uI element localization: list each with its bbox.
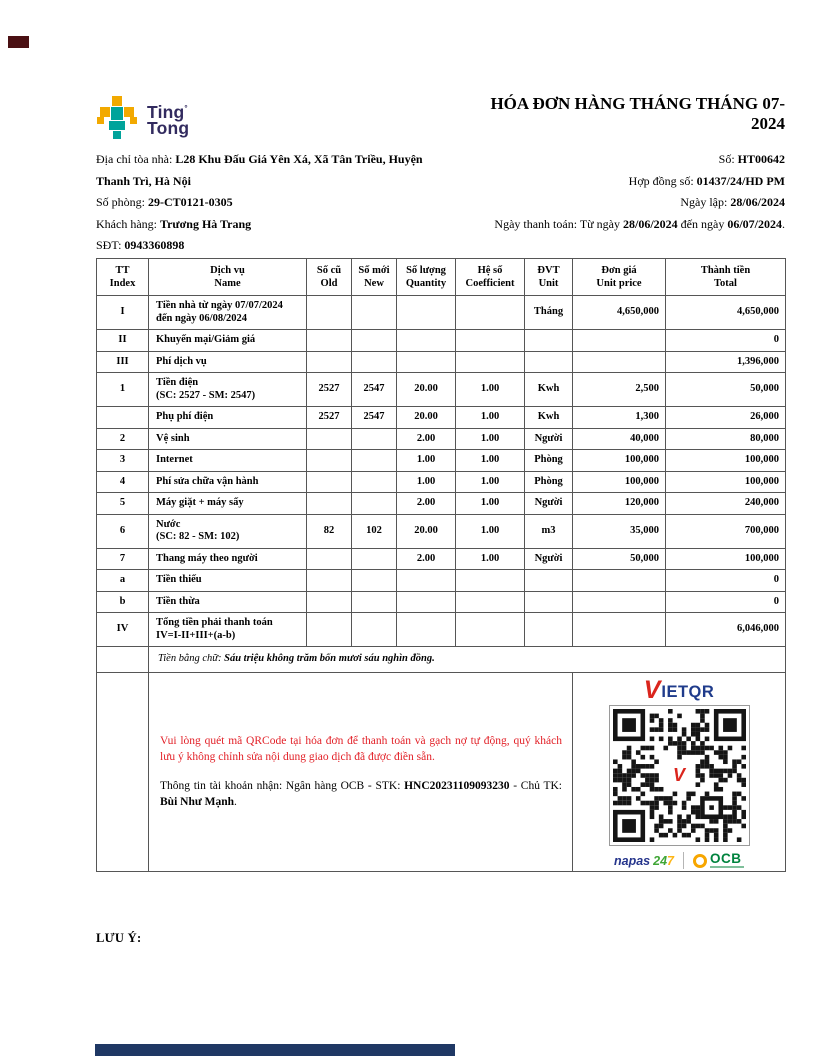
table-cell: a (97, 570, 149, 592)
table-header-cell: Dịch vụ Name (149, 259, 307, 296)
table-cell: Máy giặt + máy sấy (149, 493, 307, 515)
table-cell (573, 351, 666, 373)
table-row (97, 493, 786, 515)
table-cell (573, 570, 666, 592)
table-cell: 100,000 (573, 471, 666, 493)
table-row (97, 471, 786, 493)
table-cell: 6 (97, 514, 149, 548)
table-cell: I (97, 296, 149, 330)
table-cell: Tiền nhà từ ngày 07/07/2024 đến ngày 06/08/2024 (149, 296, 307, 330)
table-cell: 5 (97, 493, 149, 515)
table-cell (525, 330, 573, 352)
table-cell: Phí sửa chữa vận hành (149, 471, 307, 493)
table-cell: 20.00 (397, 514, 456, 548)
table-cell: 50,000 (573, 548, 666, 570)
meta-line: Hợp đồng số: 01437/24/HD PM (628, 173, 785, 188)
ocb-subtext-bar (710, 866, 744, 868)
table-row (97, 591, 786, 613)
table-cell: Khuyến mại/Giảm giá (149, 330, 307, 352)
table-cell: 1.00 (397, 471, 456, 493)
table-cell: 1,300 (573, 407, 666, 429)
table-cell (307, 296, 352, 330)
table-cell (307, 548, 352, 570)
table-cell: 1.00 (456, 450, 525, 472)
table-cell: 1.00 (456, 548, 525, 570)
logo-divider (683, 852, 684, 869)
table-cell: Người (525, 493, 573, 515)
table-cell (397, 351, 456, 373)
table-cell (525, 570, 573, 592)
table-cell: 100,000 (666, 548, 786, 570)
table-cell: IV (97, 613, 149, 647)
invoice-meta-right (355, 149, 785, 235)
table-cell (97, 673, 149, 872)
table-cell: 2 (97, 428, 149, 450)
table-cell: 0 (666, 570, 786, 592)
table-row (97, 428, 786, 450)
table-cell (397, 591, 456, 613)
table-row (97, 514, 786, 548)
table-cell (97, 407, 149, 429)
table-header-row (97, 259, 786, 296)
table-cell: Nước (SC: 82 - SM: 102) (149, 514, 307, 548)
napas-247-logo: napas 247 (614, 853, 674, 868)
table-cell: Kwh (525, 373, 573, 407)
table-cell: 1.00 (456, 471, 525, 493)
table-cell (97, 647, 149, 673)
table-cell (573, 613, 666, 647)
ocb-logo: OCB (693, 853, 744, 868)
table-cell: Tiền thừa (149, 591, 307, 613)
table-cell: 1 (97, 373, 149, 407)
account-info: Thông tin tài khoản nhận: Ngân hàng OCB - STK: HNC20231109093230 - Chủ TK: Bùi Như Mạnh. (160, 780, 562, 808)
table-cell: 1.00 (456, 407, 525, 429)
table-row (97, 296, 786, 330)
meta-line: Ngày lập: 28/06/2024 (680, 195, 785, 210)
amount-in-words-row (97, 647, 786, 673)
qr-center-badge (666, 762, 692, 788)
table-cell: 120,000 (573, 493, 666, 515)
table-cell: 2527 (307, 373, 352, 407)
table-cell: b (97, 591, 149, 613)
table-cell (307, 351, 352, 373)
table-cell (397, 613, 456, 647)
table-cell (307, 450, 352, 472)
table-cell (525, 591, 573, 613)
table-cell: 2,500 (573, 373, 666, 407)
table-cell (456, 591, 525, 613)
table-cell (397, 330, 456, 352)
table-cell: Tháng (525, 296, 573, 330)
table-cell: 2.00 (397, 493, 456, 515)
table-cell: Thang máy theo người (149, 548, 307, 570)
table-cell: 4 (97, 471, 149, 493)
table-cell: 2.00 (397, 548, 456, 570)
table-cell: 6,046,000 (666, 613, 786, 647)
table-cell (352, 450, 397, 472)
table-cell (397, 570, 456, 592)
meta-line: Ngày thanh toán: Từ ngày 28/06/2024 đến ngày 06/07/2024. (494, 216, 785, 231)
print-artifact-top (8, 36, 29, 48)
table-cell (456, 570, 525, 592)
ocb-circle-icon (693, 854, 707, 868)
vietqr-panel (573, 673, 786, 872)
table-cell (352, 591, 397, 613)
table-cell: 1.00 (456, 373, 525, 407)
table-cell: Người (525, 548, 573, 570)
table-cell (456, 296, 525, 330)
table-cell: 0 (666, 591, 786, 613)
table-cell: II (97, 330, 149, 352)
table-cell (525, 351, 573, 373)
table-cell (573, 330, 666, 352)
table-cell (352, 471, 397, 493)
table-cell: 2527 (307, 407, 352, 429)
table-cell: 0 (666, 330, 786, 352)
table-cell: III (97, 351, 149, 373)
table-cell: 1.00 (456, 514, 525, 548)
meta-line: SĐT: 0943360898 (96, 238, 185, 253)
table-row (97, 351, 786, 373)
table-cell: 2547 (352, 373, 397, 407)
table-cell (352, 613, 397, 647)
table-cell: Phòng (525, 471, 573, 493)
meta-line: Thanh Trì, Hà Nội (96, 173, 191, 188)
table-cell: 2.00 (397, 428, 456, 450)
table-cell: 40,000 (573, 428, 666, 450)
table-cell: Phí dịch vụ (149, 351, 307, 373)
table-cell: 4,650,000 (573, 296, 666, 330)
table-cell: Vệ sinh (149, 428, 307, 450)
table-cell (573, 591, 666, 613)
meta-line: Số phòng: 29-CT0121-0305 (96, 195, 233, 210)
brand-logo (96, 96, 189, 140)
table-cell: 3 (97, 450, 149, 472)
table-cell: 26,000 (666, 407, 786, 429)
print-artifact-bottom (95, 1044, 455, 1056)
table-cell (352, 296, 397, 330)
table-row (97, 330, 786, 352)
table-cell: 80,000 (666, 428, 786, 450)
table-cell (352, 570, 397, 592)
table-cell (352, 493, 397, 515)
table-cell: 2547 (352, 407, 397, 429)
amount-in-words: Tiền bằng chữ: Sáu triệu không trăm bốn mươi sáu nghìn đồng. (149, 647, 786, 673)
table-cell: m3 (525, 514, 573, 548)
meta-line: Số: HT00642 (718, 152, 785, 166)
table-header-cell: ĐVT Unit (525, 259, 573, 296)
table-cell: Kwh (525, 407, 573, 429)
qr-payment-note: Vui lòng quét mã QRCode tại hóa đơn để thanh toán và gạch nợ tự động, quý khách lưu ý không chỉnh sửa nội dung giao dịch đã được điền sẵn. (160, 735, 562, 763)
table-cell: Internet (149, 450, 307, 472)
table-cell: 100,000 (573, 450, 666, 472)
table-cell: Tiền điện (SC: 2527 - SM: 2547) (149, 373, 307, 407)
table-row (97, 450, 786, 472)
table-row (97, 613, 786, 647)
table-cell (456, 330, 525, 352)
tingtong-mark-icon (96, 96, 138, 140)
footer-note: LƯU Ý: (96, 931, 142, 945)
table-row (97, 407, 786, 429)
vietqr-code (609, 705, 750, 846)
table-cell: 240,000 (666, 493, 786, 515)
table-cell (397, 296, 456, 330)
table-cell (456, 351, 525, 373)
table-cell (307, 591, 352, 613)
table-cell (352, 428, 397, 450)
table-cell: Phụ phí điện (149, 407, 307, 429)
table-cell (307, 471, 352, 493)
table-header-cell: Đơn giá Unit price (573, 259, 666, 296)
table-cell: 35,000 (573, 514, 666, 548)
table-cell: 50,000 (666, 373, 786, 407)
table-cell (456, 613, 525, 647)
vietqr-v-icon: V (643, 675, 661, 704)
table-cell: 4,650,000 (666, 296, 786, 330)
payment-network-logos (614, 851, 744, 871)
table-cell (307, 613, 352, 647)
table-header-cell: Số cũ Old (307, 259, 352, 296)
table-cell: 1.00 (456, 493, 525, 515)
vietqr-logo: V IETQR (643, 675, 715, 704)
page-title: HÓA ĐƠN HÀNG THÁNG THÁNG 07- 2024 (490, 94, 785, 133)
qr-center-v-icon: V (672, 765, 685, 786)
payment-instructions (149, 673, 573, 872)
table-cell (307, 570, 352, 592)
table-cell (352, 548, 397, 570)
table-cell (307, 330, 352, 352)
table-header-cell: Số mới New (352, 259, 397, 296)
meta-line: Khách hàng: Trương Hà Trang (96, 216, 252, 231)
brand-name: Ting° Tong (147, 102, 190, 138)
table-cell: 7 (97, 548, 149, 570)
table-row (97, 548, 786, 570)
table-row (97, 373, 786, 407)
table-cell: 1.00 (397, 450, 456, 472)
meta-line: Địa chỉ tòa nhà: L28 Khu Đấu Giá Yên Xá, Xã Tân Triều, Huyện (96, 152, 423, 166)
table-cell (525, 613, 573, 647)
table-cell: Phòng (525, 450, 573, 472)
table-header-cell: TT Index (97, 259, 149, 296)
table-cell (352, 330, 397, 352)
qr-row (97, 673, 786, 872)
table-cell: 100,000 (666, 450, 786, 472)
table-cell: 100,000 (666, 471, 786, 493)
table-cell: Người (525, 428, 573, 450)
table-cell: 20.00 (397, 407, 456, 429)
table-header-cell: Hệ số Coefficient (456, 259, 525, 296)
table-cell (307, 493, 352, 515)
table-cell: Tổng tiền phải thanh toán IV=I-II+III+(a-b) (149, 613, 307, 647)
invoice-table (96, 258, 786, 872)
table-cell: 82 (307, 514, 352, 548)
table-header-cell: Số lượng Quantity (397, 259, 456, 296)
table-cell: 102 (352, 514, 397, 548)
table-cell: 1,396,000 (666, 351, 786, 373)
table-cell (352, 351, 397, 373)
table-header-cell: Thành tiền Total (666, 259, 786, 296)
table-cell: Tiền thiếu (149, 570, 307, 592)
table-cell: 20.00 (397, 373, 456, 407)
table-row (97, 570, 786, 592)
table-cell (307, 428, 352, 450)
table-cell: 700,000 (666, 514, 786, 548)
table-cell: 1.00 (456, 428, 525, 450)
